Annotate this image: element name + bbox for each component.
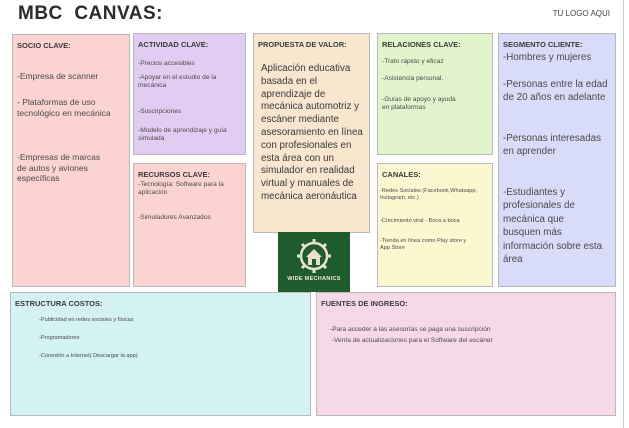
gear-building-icon [278,232,350,292]
fuentes-ingreso-card [316,292,616,416]
canales-item: -Crecimiento viral - Boca a boca [380,218,460,224]
segmento-item: -Hombres y mujeres [503,52,592,63]
relaciones-item: -Guías de apoyo y ayuda en plataformas [382,96,456,112]
actividad-item: -Apoyar en el estudio de la mecánica [138,74,217,90]
estructura-costos-heading: ESTRUCTURA COSTOS: [15,299,103,308]
canales-card [377,163,493,287]
costos-item: -Conexión a Internet( Descargar la app) [39,353,138,359]
socio-item: - Plataformas de uso tecnológico en mecánica [17,97,111,118]
segmento-cliente-card [498,33,616,287]
actividad-item: -Modelo de aprendizaje y guía simulada [138,127,227,143]
relaciones-item: -Asistencia personal. [382,75,444,82]
recursos-clave-heading: RECURSOS CLAVE: [138,170,210,179]
propuesta-valor-card [253,33,370,233]
canales-heading: CANALES: [382,170,421,179]
socio-clave-heading: SOCIO CLAVE: [17,41,71,50]
canales-item: -Tienda en línea como Play store y App Store [380,238,467,251]
costos-item: -Programadores [39,335,80,341]
page-edge-divider [623,0,624,428]
segmento-cliente-heading: SEGMENTO CLIENTE: [503,40,583,49]
socio-clave-card [12,34,130,287]
socio-item: -Empresa de scanner [17,71,99,81]
segmento-item: -Personas interesadas en aprender [503,133,602,158]
fuentes-ingreso-heading: FUENTES DE INGRESO: [321,299,408,308]
recursos-item: -Tecnología: Software para la aplicación [138,181,224,197]
logo-wordmark: WIDE MECHANICS [287,276,341,282]
canvas-title: MBC CANVAS: [18,3,163,24]
segmento-item: -Personas entre la edad de 20 años en adelante [503,79,608,104]
segmento-item: -Estudiantes y profesionales de mecánica que busquen más información sobre esta área [503,187,603,266]
ingresos-item: -Para acceder a las asesorías se paga una suscripción [330,326,491,333]
recursos-item: -Simuladores Avanzados [138,214,211,221]
actividad-item: -Suscripciones [138,108,182,115]
relaciones-item: -Trato rápido y eficaz [382,58,444,65]
propuesta-valor-text: Aplicación educativa basada en el aprendizaje de mecánica automotriz y escáner mediante asesoramiento en línea con profesionales en esta área con un simulador en realidad virtual y manuales de mecánica aeronáutica [261,63,363,202]
socio-item: -Empresas de marcas de autos y aviones específicas [17,152,101,184]
logo-placeholder-text: TU LOGO AQUI [552,9,610,18]
relaciones-clave-heading: RELACIONES CLAVE: [382,40,461,49]
actividad-item: -Precios accesibles [138,60,195,67]
relaciones-clave-card [377,33,493,155]
estructura-costos-card [10,292,311,416]
recursos-clave-card [133,163,246,287]
wide-mechanics-logo [278,232,350,292]
propuesta-valor-heading: PROPUESTA DE VALOR: [258,40,347,49]
actividad-clave-card [133,33,246,155]
ingresos-item: -Venta de actualizaciones para el Software del escáner [330,337,493,344]
canales-item: -Redes Sociales (Facebook,Whatsapp, Instagram, etc.) [380,188,478,201]
actividad-clave-heading: ACTIVIDAD CLAVE: [138,40,209,49]
costos-item: -Publicidad en redes sociales y físicas [39,317,134,323]
